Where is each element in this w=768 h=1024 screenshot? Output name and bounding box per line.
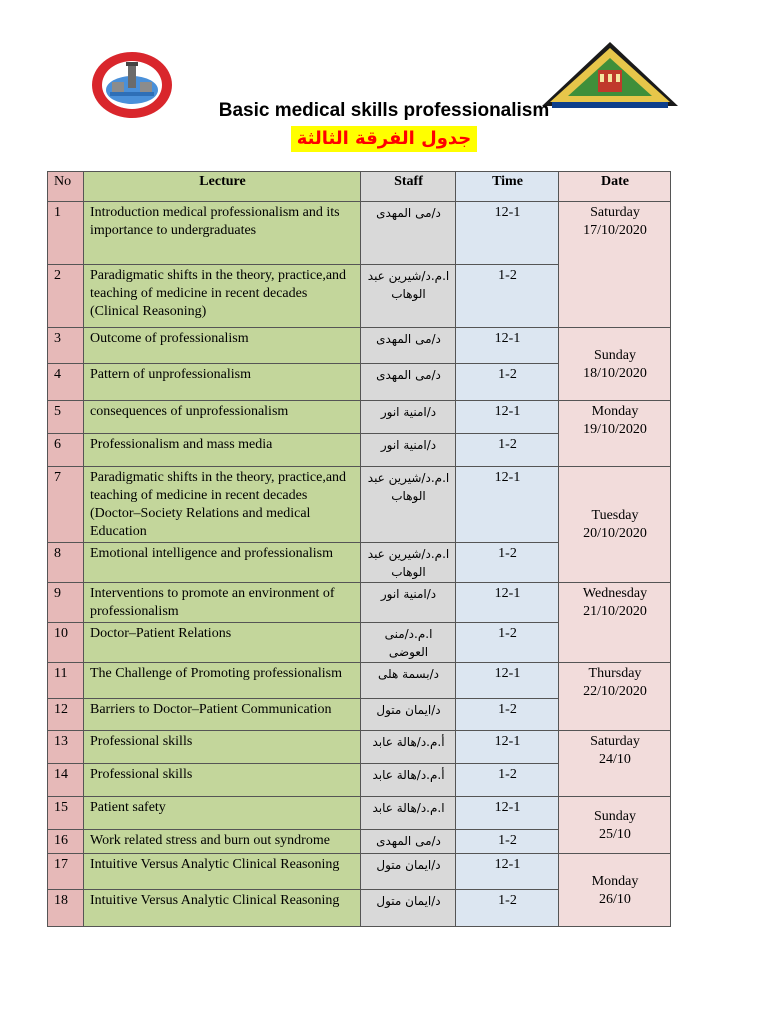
row-no: 4 (48, 364, 84, 401)
date-value: 21/10/2020 (583, 604, 647, 619)
row-staff: د/ايمان متول (361, 890, 456, 927)
row-time: 1-2 (456, 764, 559, 797)
row-staff: ا.م.د/شيرين عبد الوهاب (361, 265, 456, 328)
row-time: 1-2 (456, 623, 559, 663)
row-time: 12-1 (456, 202, 559, 265)
date-day: Monday (591, 873, 639, 889)
row-lecture: Paradigmatic shifts in the theory, practice,and teaching of medicine in recent decades (Clinical Reasoning) (84, 265, 361, 328)
row-time: 12-1 (456, 797, 559, 830)
date-value: 20/10/2020 (583, 526, 647, 541)
row-lecture: Outcome of professionalism (84, 328, 361, 364)
row-lecture: Professional skills (84, 731, 361, 764)
table-row (48, 202, 671, 265)
date-day: Monday (591, 404, 639, 419)
row-no: 18 (48, 890, 84, 927)
date-value: 19/10/2020 (583, 422, 647, 437)
column-header-staff: Staff (361, 172, 456, 202)
date-cell (559, 663, 671, 731)
page-title: Basic medical skills professionalism (218, 100, 550, 121)
row-no: 3 (48, 328, 84, 364)
row-staff: أ.م.د/هالة عابد (361, 731, 456, 764)
row-lecture: Emotional intelligence and professionalism (84, 543, 361, 583)
row-time: 12-1 (456, 731, 559, 764)
date-day: Wednesday (582, 586, 648, 601)
table-row (48, 401, 671, 434)
row-time: 1-2 (456, 699, 559, 731)
table-row (48, 328, 671, 364)
row-lecture: consequences of unprofessionalism (84, 401, 361, 434)
row-no: 10 (48, 623, 84, 663)
table-header-row (48, 172, 671, 202)
table-row (48, 854, 671, 890)
row-time: 1-2 (456, 543, 559, 583)
row-lecture: Doctor–Patient Relations (84, 623, 361, 663)
date-value: 25/10 (599, 826, 631, 842)
row-staff: د/ايمان متول (361, 699, 456, 731)
date-cell (559, 854, 671, 927)
row-no: 13 (48, 731, 84, 764)
row-time: 12-1 (456, 854, 559, 890)
row-no: 11 (48, 663, 84, 699)
row-staff: د/امنية انور (361, 401, 456, 434)
row-time: 12-1 (456, 401, 559, 434)
row-lecture: Introduction medical professionalism and its importance to undergraduates (84, 202, 361, 265)
row-time: 12-1 (456, 663, 559, 699)
date-cell (559, 328, 671, 401)
row-staff: ا.م.د/شيرين عبد الوهاب (361, 467, 456, 543)
row-no: 5 (48, 401, 84, 434)
date-day: Tuesday (591, 508, 639, 523)
date-cell (559, 401, 671, 467)
row-staff: ا.م.د/منى العوضى (361, 623, 456, 663)
table-row (48, 583, 671, 623)
row-staff: د/مى المهدى (361, 328, 456, 364)
column-header-lecture: Lecture (84, 172, 361, 202)
row-staff: ا.م.د/هالة عابد (361, 797, 456, 830)
row-lecture: Interventions to promote an environment of professionalism (84, 583, 361, 623)
row-no: 6 (48, 434, 84, 467)
row-staff: د/بسمة هلى (361, 663, 456, 699)
row-time: 12-1 (456, 328, 559, 364)
date-cell (559, 797, 671, 854)
row-time: 1-2 (456, 830, 559, 854)
row-no: 7 (48, 467, 84, 543)
row-staff: أ.م.د/هالة عابد (361, 764, 456, 797)
row-staff: د/امنية انور (361, 434, 456, 467)
row-staff: د/امنية انور (361, 583, 456, 623)
date-value: 26/10 (599, 891, 631, 907)
column-header-no: No (48, 172, 84, 202)
row-no: 9 (48, 583, 84, 623)
table-row (48, 797, 671, 830)
date-value: 22/10/2020 (583, 684, 647, 699)
row-staff: د/مى المهدى (361, 364, 456, 401)
row-no: 14 (48, 764, 84, 797)
date-value: 17/10/2020 (583, 223, 647, 238)
row-time: 12-1 (456, 583, 559, 623)
date-cell (559, 467, 671, 583)
row-lecture: Intuitive Versus Analytic Clinical Reasoning (84, 890, 361, 927)
row-staff: د/مى المهدى (361, 830, 456, 854)
row-time: 1-2 (456, 890, 559, 927)
table-row (48, 663, 671, 699)
page-subtitle: جدول الفرقة الثالثة (291, 126, 478, 152)
row-no: 17 (48, 854, 84, 890)
row-time: 1-2 (456, 265, 559, 328)
row-lecture: Pattern of unprofessionalism (84, 364, 361, 401)
column-header-date: Date (559, 172, 671, 202)
subtitle-wrap (0, 126, 768, 152)
row-lecture: The Challenge of Promoting professionalism (84, 663, 361, 699)
row-staff: د/مى المهدى (361, 202, 456, 265)
row-lecture: Paradigmatic shifts in the theory, practice,and teaching of medicine in recent decades (Doctor–Society Relations and medical Education (84, 467, 361, 543)
date-day: Saturday (590, 205, 640, 220)
row-lecture: Intuitive Versus Analytic Clinical Reasoning (84, 854, 361, 890)
row-staff: ا.م.د/شيرين عبد الوهاب (361, 543, 456, 583)
row-time: 1-2 (456, 434, 559, 467)
row-lecture: Professional skills (84, 764, 361, 797)
row-no: 2 (48, 265, 84, 328)
column-header-time: Time (456, 172, 559, 202)
row-no: 12 (48, 699, 84, 731)
date-cell (559, 202, 671, 328)
row-no: 15 (48, 797, 84, 830)
date-day: Sunday (594, 347, 636, 363)
row-no: 8 (48, 543, 84, 583)
schedule-table (47, 171, 671, 927)
row-lecture: Patient safety (84, 797, 361, 830)
row-no: 16 (48, 830, 84, 854)
date-day: Sunday (594, 808, 636, 824)
row-no: 1 (48, 202, 84, 265)
row-time: 12-1 (456, 467, 559, 543)
date-cell (559, 583, 671, 663)
row-staff: د/ايمان متول (361, 854, 456, 890)
date-value: 18/10/2020 (583, 365, 647, 381)
row-lecture: Work related stress and burn out syndrome (84, 830, 361, 854)
date-day: Saturday (590, 734, 640, 749)
row-lecture: Professionalism and mass media (84, 434, 361, 467)
date-cell (559, 731, 671, 797)
table-row (48, 731, 671, 764)
row-time: 1-2 (456, 364, 559, 401)
row-lecture: Barriers to Doctor–Patient Communication (84, 699, 361, 731)
date-value: 24/10 (599, 752, 631, 767)
table-row (48, 467, 671, 543)
date-day: Thursday (588, 666, 642, 681)
